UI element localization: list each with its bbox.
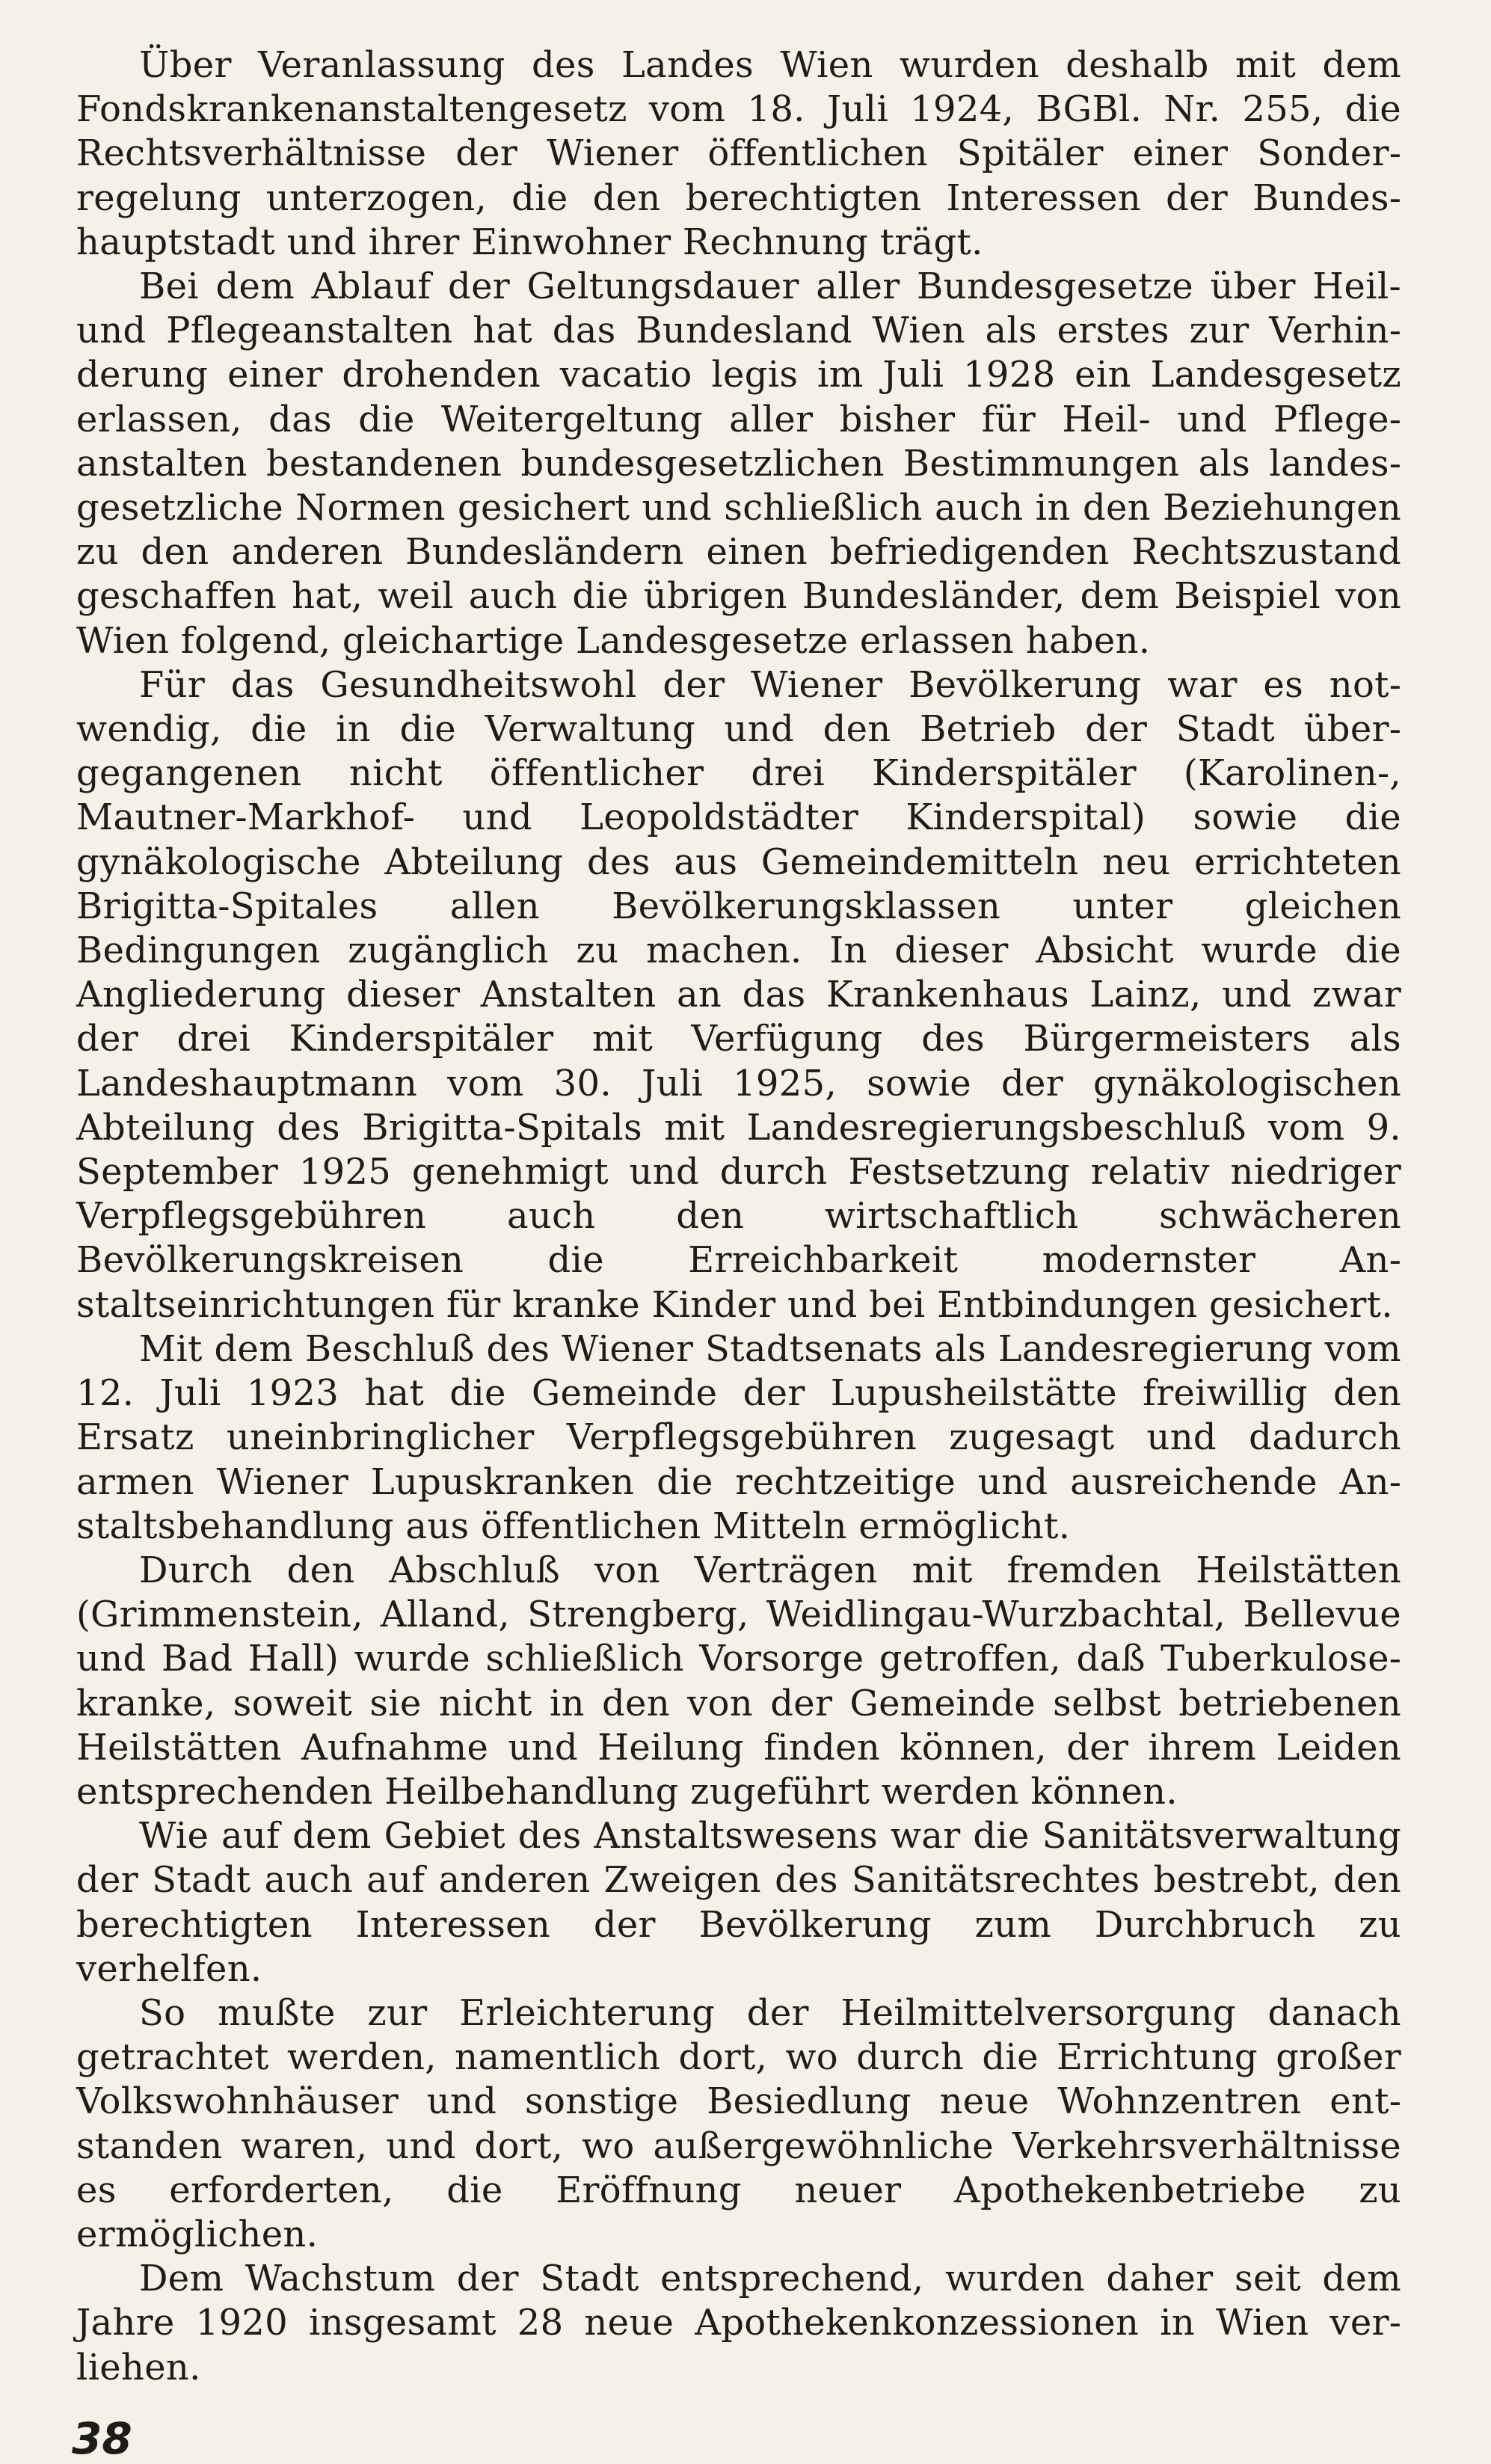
body-text — [76, 43, 1401, 2390]
paragraph-heilstaetten-vertraege: Durch den Abschluß von Verträgen mit fremden Heilstätten (Grimmenstein, Alland, Strengberg, Weidlingau-Wurzbachtal, Bellevue und Bad Hall) wurde schließlich Vorsorge getroffen, daß Tuberkulosekranke, soweit sie nicht in den von der Gemeinde selbst betriebenen Heilstätten Aufnahme und Heilung finden können, der ihrem Leiden entsprechenden Heilbehandlung zugeführt werden können. — [76, 1549, 1401, 1813]
paragraph-heilmittelversorgung: So mußte zur Erleichterung der Heilmittelversorgung danach getrachtet werden, namentlich dort, wo durch die Errichtung großer Volkswohnhäuser und sonstige Besiedlung neue Wohnzentren entstanden waren, und dort, wo außergewöhnliche Verkehrsverhältnisse es erforderten, die Eröffnung neuer Apothekenbetriebe zu ermöglichen. — [76, 1991, 1401, 2255]
paragraph-sanitaetsrecht: Wie auf dem Gebiet des Anstaltswesens war die Sanitätsverwaltung der Stadt auch auf anderen Zweigen des Sanitätsrechtes bestrebt, den berechtigten Interessen der Bevölkerung zum Durchbruch zu verhelfen. — [76, 1815, 1401, 1990]
page-number: 38 — [72, 2413, 132, 2464]
paragraph-kinderspitaeler: Für das Gesundheitswohl der Wiener Bevölkerung war es notwendig, die in die Verwaltung und den Betrieb der Stadt übergegangenen nicht öffentlicher drei Kinderspitäler (Karolinen-, Mautner-Markhof- und Leopoldstädter Kinderspital) sowie die gynäkologische Abteilung des aus Gemeindemitteln neu errichteten Brigitta-Spitales allen Bevölkerungsklassen unter gleichen Bedingungen zugänglich zu machen. In dieser Absicht wurde die Angliederung dieser Anstalten an das Krankenhaus Lainz, und zwar der drei Kinderspitäler mit Verfügung des Bürgermeisters als Landeshauptmann vom 30. Juli 1925, sowie der gynäkologischen Abteilung des Brigitta-Spitals mit Landesregierungsbeschluß vom 9. September 1925 genehmigt und durch Festsetzung relativ niedriger Verpflegsgebühren auch den wirtschaftlich schwächeren Bevölkerungskreisen die Erreichbarkeit modernster Anstaltseinrichtungen für kranke Kinder und bei Entbindungen gesichert. — [76, 663, 1401, 1326]
paragraph-fondskrankenanstaltengesetz: Über Veranlassung des Landes Wien wurden deshalb mit dem Fondskrankenanstaltengesetz vom 18. Juli 1924, BGBl. Nr. 255, die Rechtsverhältnisse der Wiener öffentlichen Spitäler einer Sonderregelung unterzogen, die den berechtigten Interessen der Bundeshauptstadt und ihrer Einwohner Rechnung trägt. — [76, 44, 1401, 263]
paragraph-landesgesetz-1928: Bei dem Ablauf der Geltungsdauer aller Bundesgesetze über Heil- und Pflegeanstalten hat das Bundesland Wien als erstes zur Verhinderung einer drohenden vacatio legis im Juli 1928 ein Landesgesetz erlassen, das die Weitergeltung aller bisher für Heil- und Pflegeanstalten bestandenen bundesgesetzlichen Bestimmungen als landesgesetzliche Normen gesichert und schließlich auch in den Beziehungen zu den anderen Bundesländern einen befriedigenden Rechtszustand geschaffen hat, weil auch die übrigen Bundesländer, dem Beispiel von Wien folgend, gleichartige Landesgesetze erlassen haben. — [76, 265, 1401, 662]
paragraph-apothekenkonzessionen: Dem Wachstum der Stadt entsprechend, wurden daher seit dem Jahre 1920 insgesamt 28 neue Apothekenkonzessionen in Wien verliehen. — [76, 2258, 1401, 2388]
paragraph-lupusheilstaette: Mit dem Beschluß des Wiener Stadtsenats als Landesregierung vom 12. Juli 1923 hat die Gemeinde der Lupusheilstätte freiwillig den Ersatz uneinbringlicher Verpflegsgebühren zugesagt und dadurch armen Wiener Lupuskranken die rechtzeitige und ausreichende Anstaltsbehandlung aus öffentlichen Mitteln ermöglicht. — [76, 1327, 1401, 1547]
